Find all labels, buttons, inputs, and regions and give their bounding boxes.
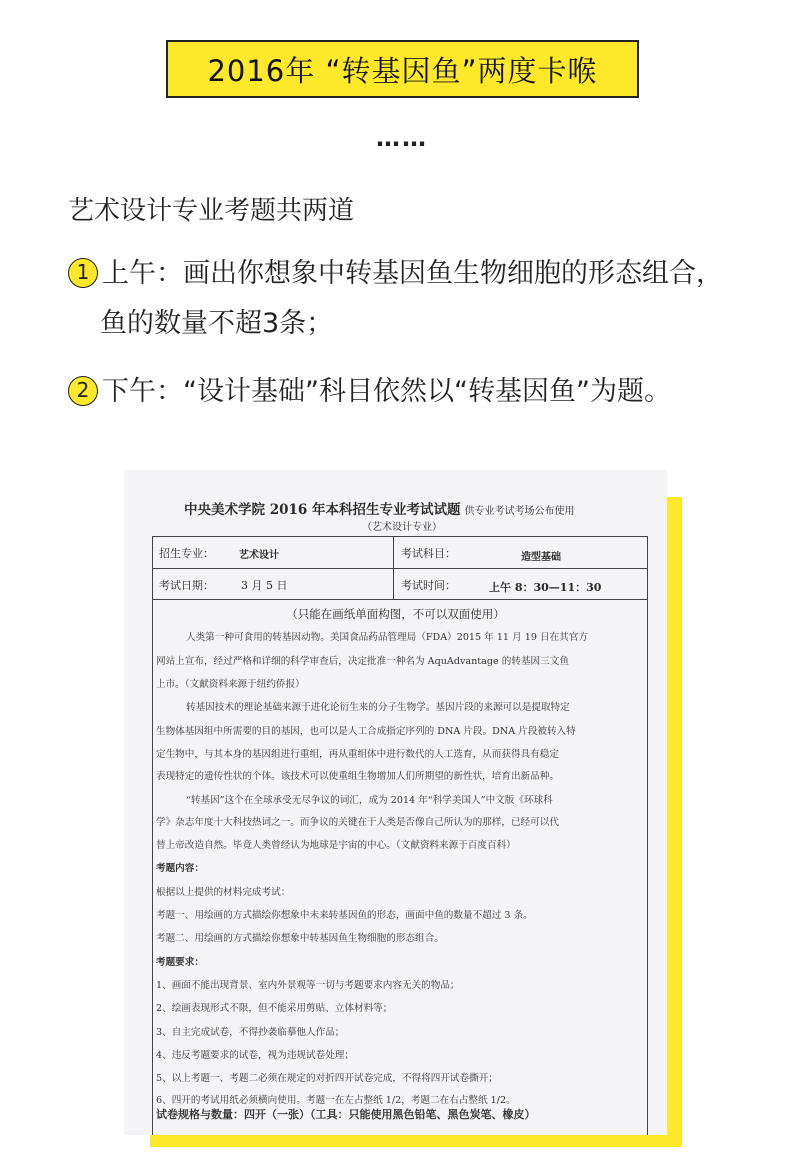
table-divider [153, 568, 647, 569]
exam-text-line: 4、违反考题要求的试卷，视为违规试卷处理； [156, 1050, 354, 1062]
list-item-afternoon [68, 368, 671, 416]
exam-text-line: 人类第一种可食用的转基因动物。美国食品药品管理局（FDA）2015 年 11 月 19 日在其官方 [186, 631, 588, 643]
exam-info-table [152, 536, 648, 600]
subject-value: 造型基础 [521, 552, 561, 563]
time-label: 考试时间： [401, 579, 456, 592]
exam-text-line: 2、绘画表现形式不限，但不能采用剪贴、立体材料等； [156, 1003, 393, 1015]
exam-text-line: 表现特定的遗传性状的个体。该技术可以使重组生物增加人们所期望的新性状，培育出新品种。 [156, 771, 559, 783]
exam-title-note: 供专业考试考场公布使用 [464, 506, 575, 517]
exam-text-line: 5、以上考题一、考题二必须在规定的对折四开试卷完成，不得将四开试卷撕开； [156, 1072, 498, 1084]
table-divider [393, 537, 394, 599]
exam-text-line: “转基因”这个在全球承受无尽争议的词汇，成为 2014 年“科学美国人”中文版《环球科 [186, 794, 553, 806]
major-value: 艺术设计 [239, 550, 279, 561]
exam-paper-photo [124, 470, 667, 1135]
exam-text-line: 1、画面不能出现背景、室内外景观等一切与考题要求内容无关的物品； [156, 980, 460, 991]
date-label: 考试日期： [159, 579, 214, 592]
subject-label: 考试科目： [401, 547, 456, 560]
exam-section-heading: 考题要求： [156, 956, 204, 968]
list-item-morning [68, 250, 723, 298]
exam-title: 中央美术学院 2016 年本科招生专业考试试题 供专业考试考场公布使用 [184, 502, 575, 518]
date-value: 3 月 5 日 [241, 579, 288, 592]
circled-number-icon: 1 [68, 258, 98, 288]
list-item-continuation: 鱼的数量不超3条； [100, 308, 334, 339]
exam-text-line: 根据以上提供的材料完成考试： [156, 887, 291, 899]
intro-text: 艺术设计专业考题共两道 [68, 196, 355, 226]
circled-number-icon: 2 [68, 376, 98, 406]
list-item-text: 上午：画出你想象中转基因鱼生物细胞的形态组合， [102, 258, 723, 289]
exam-text-line: 3、自主完成试卷，不得抄袭临摹他人作品； [156, 1026, 345, 1038]
major-label: 招生专业： [159, 547, 214, 560]
exam-text-line: 学》杂志年度十大科技热词之一。而争议的关键在于人类是否像自己所认为的那样，已经可以代 [156, 817, 559, 829]
exam-text-line: 考题一、用绘画的方式描绘你想象中未来转基因鱼的形态，画面中鱼的数量不超过 3 条。 [156, 909, 533, 921]
page-title-box [166, 40, 639, 98]
exam-text-line: 6、四开的考试用纸必须横向使用。考题一在左占整纸 1/2，考题二在右占整纸 1/2。 [156, 1095, 516, 1107]
exam-text-line: 转基因技术的理论基础来源于进化论衍生来的分子生物学。基因片段的来源可以是提取特定 [186, 702, 570, 714]
ellipsis: …… [376, 124, 428, 152]
exam-footer: 试卷规格与数量：四开（一张）（工具：只能使用黑色铅笔、黑色炭笔、橡皮） [156, 1108, 536, 1121]
time-value: 上午 8：30—11：30 [489, 581, 602, 594]
exam-text-line: 网站上宣布，经过严格和详细的科学审查后，决定批准一种名为 AquAdvantage 的转基因三文鱼 [156, 656, 569, 668]
exam-section-heading: 考题内容： [156, 863, 204, 874]
exam-instruction: （只能在画纸单面构图，不可以双面使用） [286, 607, 505, 621]
exam-text-line: 生物体基因组中所需要的目的基因，也可以是人工合成指定序列的 DNA 片段。DNA 片段被转入特 [156, 725, 576, 737]
exam-text-line: 定生物中，与其本身的基因组进行重组，再从重组体中进行数代的人工选育，从而获得具有稳定 [156, 748, 559, 760]
exam-text-line: 替上帝改造自然。毕竟人类曾经认为地球是宇宙的中心。（文献资料来源于百度百科） [156, 839, 516, 851]
page-title: 2016年 “转基因鱼”两度卡喉 [207, 53, 598, 88]
list-item-text: 下午：“设计基础”科目依然以“转基因鱼”为题。 [102, 376, 671, 407]
exam-subtitle: （艺术设计专业） [362, 522, 442, 533]
exam-text-line: 考题二、用绘画的方式描绘你想象中转基因鱼生物细胞的形态组合。 [156, 933, 444, 945]
exam-text-line: 上市。（文献资料来源于纽约侨报） [156, 678, 305, 690]
